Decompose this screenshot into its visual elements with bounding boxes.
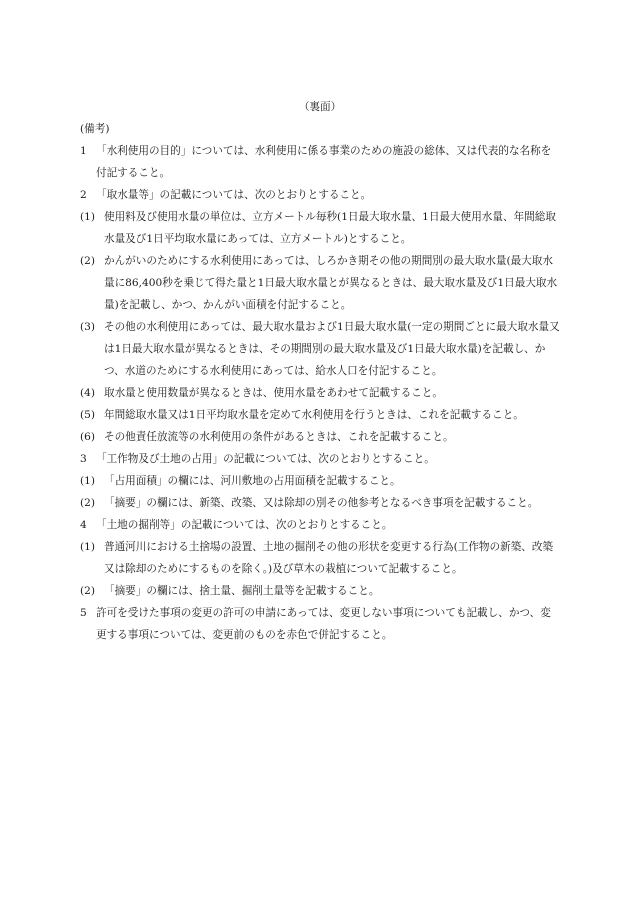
item-number: (1) <box>80 211 96 223</box>
item-text: 普通河川における土捨場の設置、土地の掘削その他の形状を変更する行為(工作物の新築、改築又は除却のためにするものを除く。)及び草木の栽植について記載すること。 <box>104 541 554 575</box>
item-text: 「摘要」の欄には、新築、改築、又は除却の別その他参考となるべき事項を記載すること。 <box>104 497 539 509</box>
item-text: 「取水量等」の記載については、次のとおりとすること。 <box>96 189 372 201</box>
item-text: 許可を受けた事項の変更の許可の申請にあっては、変更しない事項についても記載し、かつ、変更する事項については、変更前のものを赤色で併記すること。 <box>96 607 551 641</box>
remark-subitem-2-3 <box>80 316 560 382</box>
item-text: 「占用面積」の欄には、河川敷地の占用面積を記載すること。 <box>104 475 401 487</box>
item-text: かんがいのためにする水利使用にあっては、しろかき期その他の期間別の最大取水量(最大取水量に86,400秒を乗じて得た量と1日最大取水量とが異なるときは、最大取水量及び1日最大取水量)を記載し、かつ、かんがい面積を付記すること。 <box>104 255 558 311</box>
item-number: (1) <box>80 475 96 487</box>
item-number: (3) <box>80 321 96 333</box>
remark-item-5 <box>80 602 560 646</box>
item-text: 取水量と使用数量が異なるときは、使用水量をあわせて記載すること。 <box>104 387 443 399</box>
item-number: 5 <box>80 607 87 619</box>
item-text: 「土地の掘削等」の記載については、次のとおりとすること。 <box>96 519 393 531</box>
item-number: (2) <box>80 255 96 267</box>
remark-subitem-2-2 <box>80 250 560 316</box>
item-number: (6) <box>80 431 96 443</box>
item-number: (1) <box>80 541 96 553</box>
item-text: その他責任放流等の水利使用の条件があるときは、これを記載すること。 <box>104 431 454 443</box>
item-number: 2 <box>80 189 87 201</box>
item-text: その他の水利使用にあっては、最大取水量および1日最大取水量(一定の期間ごとに最大取水量又は1日最大取水量が異なるときは、その期間別の最大取水量及び1日最大取水量)を記載し、かつ、水道のためにする水利使用にあっては、給水人口を付記すること。 <box>104 321 560 377</box>
item-text: 「工作物及び土地の占用」の記載については、次のとおりとすること。 <box>96 453 435 465</box>
item-text: 使用料及び使用水量の単位は、立方メートル毎秒(1日最大取水量、1日最大使用水量、年間総取水量及び1日平均取水量にあっては、立方メートル)とすること。 <box>104 211 556 245</box>
item-number: 4 <box>80 519 87 531</box>
remark-subitem-2-6 <box>80 426 560 448</box>
remark-subitem-3-2 <box>80 492 560 514</box>
item-text: 年間総取水量又は1日平均取水量を定めて水利使用を行うときは、これを記載すること。 <box>104 409 524 421</box>
item-number: (2) <box>80 497 96 509</box>
remark-subitem-2-1 <box>80 206 560 250</box>
remark-item-2 <box>80 184 560 206</box>
item-number: (5) <box>80 409 96 421</box>
item-number: (2) <box>80 585 96 597</box>
remark-item-3 <box>80 448 560 470</box>
remark-subitem-4-2 <box>80 580 560 602</box>
item-number: 1 <box>80 145 87 157</box>
remark-subitem-4-1 <box>80 536 560 580</box>
remarks-label: (備考) <box>80 123 110 135</box>
remark-subitem-2-5 <box>80 404 560 426</box>
item-number: (4) <box>80 387 96 399</box>
remark-item-1 <box>80 140 560 184</box>
remarks-page <box>80 96 560 646</box>
remark-subitem-3-1 <box>80 470 560 492</box>
item-number: 3 <box>80 453 87 465</box>
page-header: （裏面） <box>298 101 342 113</box>
item-text: 「水利使用の目的」については、水利使用に係る事業のための施設の総体、又は代表的な名称を付記すること。 <box>96 145 552 179</box>
remark-item-4 <box>80 514 560 536</box>
item-text: 「摘要」の欄には、捨土量、掘削土量等を記載すること。 <box>104 585 380 597</box>
remark-subitem-2-4 <box>80 382 560 404</box>
